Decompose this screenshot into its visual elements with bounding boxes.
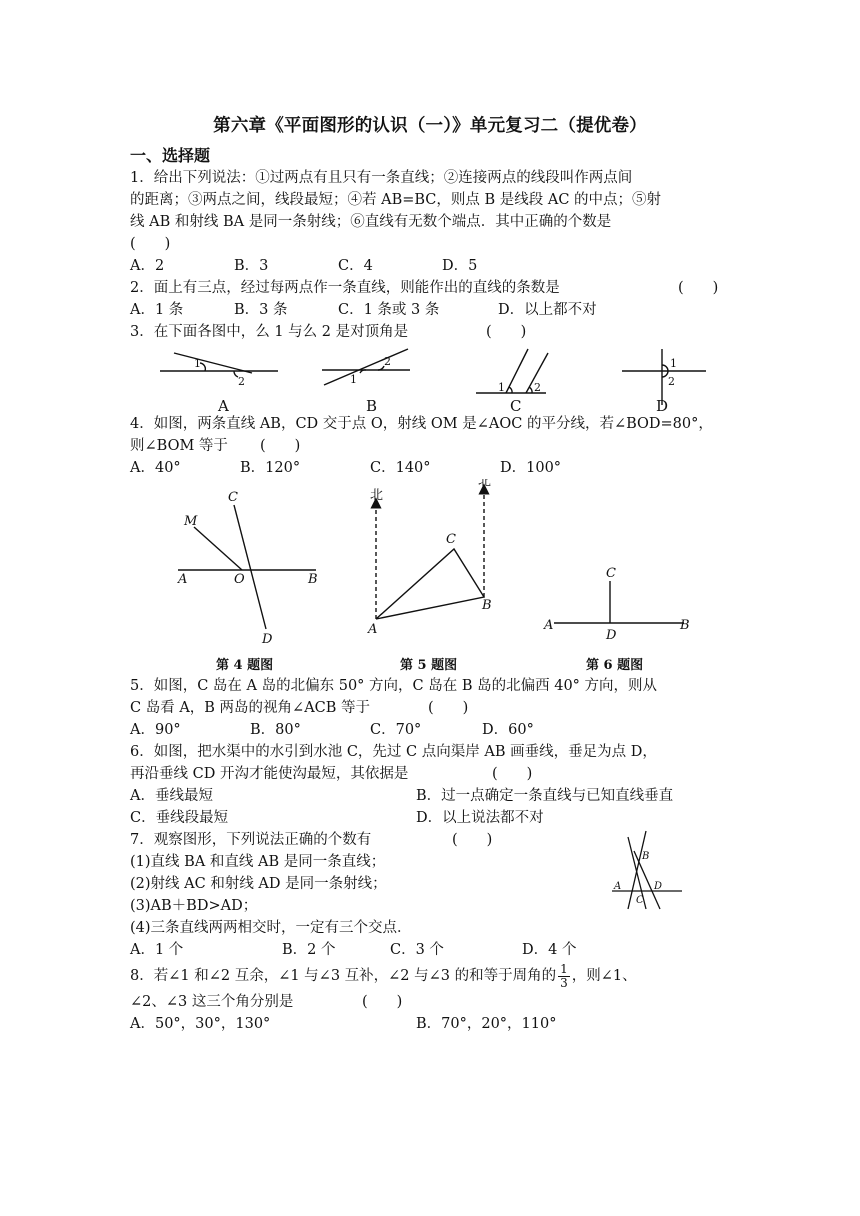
q1-option-c: C．4 — [338, 258, 373, 274]
q8-text-a: 8．若∠1 和∠2 互余，∠1 与∠3 互补，∠2 与∠3 的和等于周角的 — [130, 968, 557, 984]
q1-line-c — [130, 211, 740, 233]
fig-b-slanted-line — [324, 349, 408, 385]
q7-item-3: (3)AB＋BD>AD； — [130, 898, 258, 914]
fig-c-angle2-arc — [529, 387, 532, 393]
fig5-north-label-b: 北 — [478, 479, 492, 489]
q7-item-2: (2)射线 AC 和射线 AD 是同一条射线； — [130, 876, 387, 892]
q8-frac-num: 1 — [560, 961, 568, 976]
q3-figures-svg — [130, 343, 740, 413]
q4-stem-b — [130, 435, 740, 457]
q6-option-d: D．以上说法都不对 — [416, 810, 544, 826]
q5-option-b: B．80° — [250, 722, 301, 738]
fig-c-angle1-arc — [509, 387, 512, 393]
q6-option-c: C．垂线段最短 — [130, 810, 229, 826]
fig6-label-c: C — [606, 566, 616, 581]
fig4-caption: 第 4 题图 — [216, 658, 274, 673]
fig-d-caption: D — [656, 397, 669, 413]
q8-paren: ( ) — [362, 994, 403, 1010]
q1-text-c: 线 AB 和射线 BA 是同一条射线；⑥直线有无数个端点．其中正确的个数是 — [130, 214, 612, 230]
q6-option-a: A．垂线最短 — [130, 788, 213, 804]
figures-4-5-6 — [130, 479, 740, 675]
q7-item-1: (1)直线 BA 和直线 AB 是同一条直线； — [130, 854, 386, 870]
q8-option-b: B．70°，20°，110° — [416, 1016, 557, 1032]
question-8 — [130, 961, 740, 1035]
fig4-ray-om — [194, 527, 242, 570]
fig-c-label-2: 2 — [534, 381, 541, 394]
q8-fraction — [558, 963, 570, 990]
q5-option-d: D．60° — [482, 722, 534, 738]
q7-fig-label-d: D — [654, 881, 663, 892]
q7-option-b: B．2 个 — [282, 942, 336, 958]
fig4-label-o: O — [234, 572, 245, 587]
fig6-label-a: A — [544, 618, 554, 633]
fig4-label-a: A — [178, 572, 188, 587]
fig5-label-b: B — [482, 598, 492, 613]
fig-d-label-1: 1 — [670, 357, 677, 370]
q4-text-b: 则∠BOM 等于 — [130, 438, 228, 454]
fig4-label-b: B — [308, 572, 318, 587]
fig5-caption: 第 5 题图 — [400, 658, 458, 673]
fig-c-caption: C — [510, 397, 522, 413]
q7-fig-label-a: A — [614, 881, 622, 892]
fig5-label-c: C — [446, 532, 456, 547]
q1-option-d: D．5 — [442, 258, 478, 274]
q6-options-row1 — [130, 785, 740, 807]
q1-line-a: 1．给出下列说法：①过两点有且只有一条直线；②连接两点的线段叫作两点间 — [130, 170, 633, 186]
q3-figures — [130, 343, 740, 413]
q7-options — [130, 939, 740, 961]
q8-line-a — [130, 961, 740, 991]
fig-a-slanted-line — [174, 353, 252, 373]
exam-page — [130, 112, 740, 1035]
q7-figure — [598, 829, 688, 919]
question-3 — [130, 321, 740, 413]
q2-option-d: D．以上都不对 — [498, 302, 597, 318]
q2-option-a: A．1 条 — [130, 302, 184, 318]
q5-stem-b — [130, 697, 740, 719]
q8-frac-den: 3 — [560, 975, 568, 990]
q7-option-d: D．4 个 — [522, 942, 577, 958]
section-heading: 一、选择题 — [130, 146, 211, 165]
q7-text: 7．观察图形，下列说法正确的个数有 — [130, 832, 372, 848]
fig4-label-d: D — [262, 632, 273, 647]
q4-option-a: A．40° — [130, 460, 181, 476]
q1-options — [130, 255, 740, 277]
q7-option-a: A．1 个 — [130, 942, 184, 958]
q5-options — [130, 719, 740, 741]
q2-paren: ( ) — [678, 280, 719, 296]
q3-text: 3．在下面各图中，么 1 与么 2 是对顶角是 — [130, 324, 409, 340]
q6-options-row2 — [130, 807, 740, 829]
q6-paren: ( ) — [492, 766, 533, 782]
q4-paren: ( ) — [260, 438, 301, 454]
fig6-label-d: D — [606, 628, 617, 643]
q3-stem — [130, 321, 740, 343]
q1-paren: ( ) — [130, 236, 171, 252]
q7-fig-label-b: B — [642, 851, 650, 862]
question-1 — [130, 167, 740, 277]
fig5-triangle — [376, 549, 484, 619]
q2-options — [130, 299, 740, 321]
q8-options — [130, 1013, 740, 1035]
q3-paren: ( ) — [486, 324, 527, 340]
q2-option-c: C．1 条或 3 条 — [338, 302, 440, 318]
q5-paren: ( ) — [428, 700, 469, 716]
fig5-label-a: A — [368, 622, 378, 637]
fig-c-label-1: 1 — [498, 381, 505, 394]
fig-a-label-2: 2 — [238, 375, 245, 388]
q4-option-c: C．140° — [370, 460, 431, 476]
q8-text-b: ∠2、∠3 这三个角分别是 — [130, 994, 294, 1010]
q2-option-b: B．3 条 — [234, 302, 288, 318]
q8-text-a2: ，则∠1、 — [571, 968, 637, 984]
q6-text-b: 再沿垂线 CD 开沟才能使沟最短，其依据是 — [130, 766, 409, 782]
fig4-label-c: C — [228, 490, 238, 505]
q6-stem-b — [130, 763, 740, 785]
q4-line-a: 4．如图，两条直线 AB，CD 交于点 O，射线 OM 是∠AOC 的平分线，若∠BOD=80°， — [130, 416, 713, 432]
fig-b-label-1: 1 — [350, 373, 357, 386]
q6-option-b: B．过一点确定一条直线与已知直线垂直 — [416, 788, 674, 804]
question-6 — [130, 741, 740, 829]
fig-a-label-1: 1 — [194, 357, 201, 370]
fig-d-label-2: 2 — [668, 375, 675, 388]
q4-options — [130, 457, 740, 479]
fig6-label-b: B — [680, 618, 690, 633]
fig4-label-m: M — [184, 514, 198, 529]
question-5 — [130, 675, 740, 741]
q5-option-a: A．90° — [130, 722, 181, 738]
q5-option-c: C．70° — [370, 722, 422, 738]
fig5-north-label-a: 北 — [370, 488, 384, 503]
page-title: 第六章《平面图形的认识（一）》单元复习二（提优卷） — [213, 116, 647, 136]
fig-a-caption: A — [218, 397, 229, 413]
q7-paren: ( ) — [452, 832, 493, 848]
q2-text: 2．面上有三点，经过每两点作一条直线，则能作出的直线的条数是 — [130, 280, 560, 296]
question-7 — [130, 829, 740, 961]
fig-b-caption: B — [366, 397, 378, 413]
question-2 — [130, 277, 740, 321]
fig6-caption: 第 6 题图 — [586, 658, 644, 673]
q5-line-a: 5．如图，C 岛在 A 岛的北偏东 50° 方向，C 岛在 B 岛的北偏西 40° 方向，则从 — [130, 678, 658, 694]
q8-stem-b — [130, 991, 740, 1013]
q5-text-b: C 岛看 A，B 两岛的视角∠ACB 等于 — [130, 700, 371, 716]
fig-b-label-2: 2 — [384, 355, 391, 368]
q7-fig-label-c: C — [636, 895, 644, 906]
q8-option-a: A．50°，30°，130° — [130, 1016, 271, 1032]
fig-d-angle1-arc — [662, 365, 668, 371]
figures-svg — [130, 479, 740, 675]
fig-c-left-line — [506, 349, 528, 393]
q4-option-d: D．100° — [500, 460, 562, 476]
q7-item-4: (4)三条直线两两相交时，一定有三个交点． — [130, 920, 412, 936]
q1-line-b: 的距离；③两点之间，线段最短；④若 AB=BC，则点 B 是线段 AC 的中点；⑤射 — [130, 192, 662, 208]
q1-option-a: A．2 — [130, 258, 165, 274]
q6-line-a: 6．如图，把水渠中的水引到水池 C，先过 C 点向渠岸 AB 画垂线，垂足为点 D， — [130, 744, 657, 760]
q2-stem — [130, 277, 740, 299]
q7-option-c: C．3 个 — [390, 942, 444, 958]
q1-option-b: B．3 — [234, 258, 269, 274]
question-4 — [130, 413, 740, 479]
q4-option-b: B．120° — [240, 460, 301, 476]
